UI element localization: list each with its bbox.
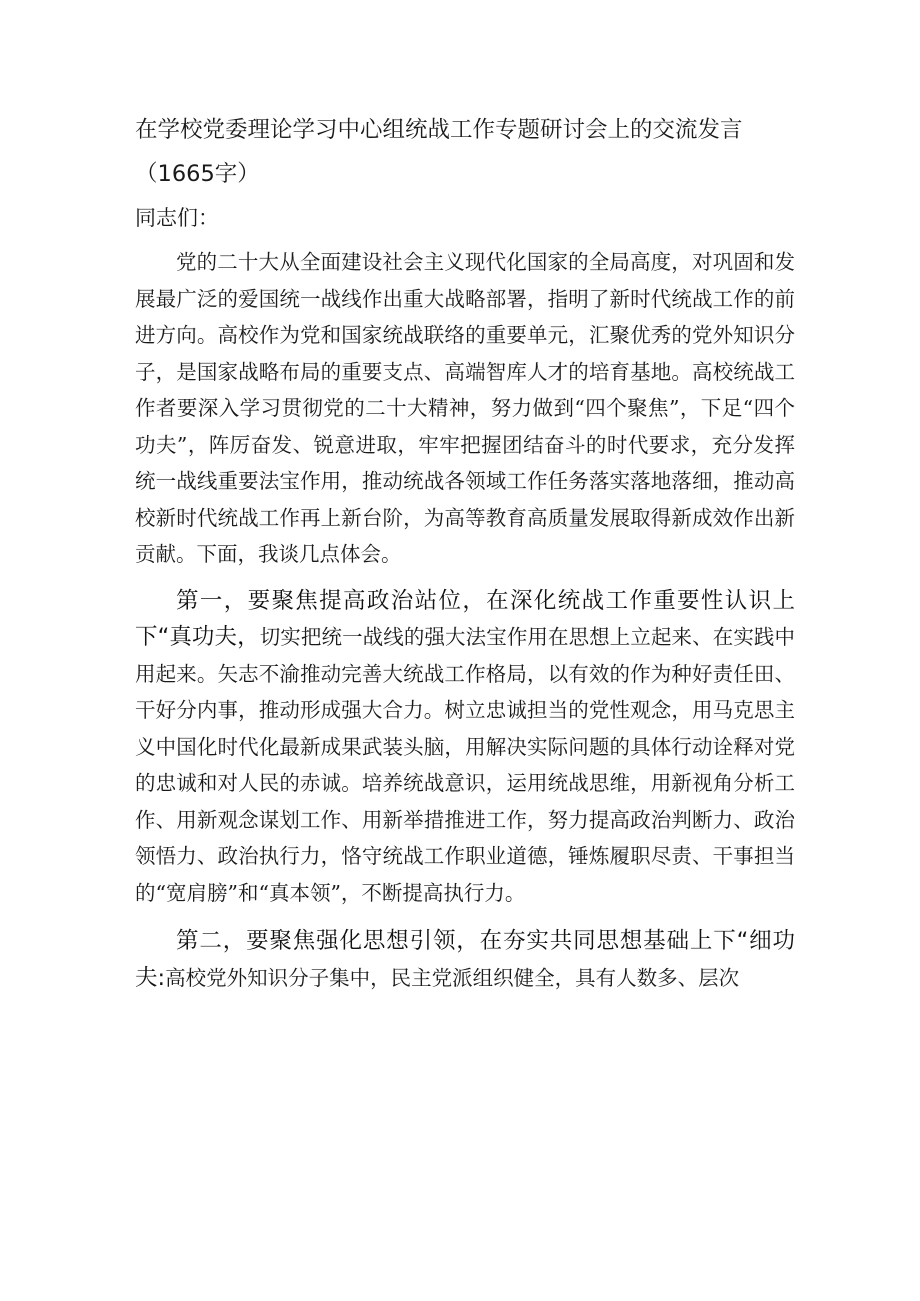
document-body <box>135 108 795 996</box>
salutation: 同志们： <box>135 206 219 230</box>
section-1-heading: 第一，要聚焦提高政治站位，在深化统战工作重要性认识上下“真功夫， <box>135 587 795 650</box>
document-title: 在学校党委理论学习中心组统战工作专题研讨会上的交流发言（1665字） <box>135 117 743 187</box>
section-1-paragraph <box>135 583 795 912</box>
section-2-paragraph <box>135 923 795 996</box>
intro-paragraph: 党的二十大从全面建设社会主义现代化国家的全局高度，对巩固和发展最广泛的爱国统一战线作出重大战略部署，指明了新时代统战工作的前进方向。高校作为党和国家统战联络的重要单元，汇聚优秀的党外知识分子，是国家战略布局的重要支点、高端智库人才的培育基地。高校统战工作者要深入学习贯彻党的二十大精神，努力做到“四个聚焦”，下足“四个功夫”，阵厉奋发、锐意进取，牢牢把握团结奋斗的时代要求，充分发挥统一战线重要法宝作用，推动统战各领域工作任务落实落地落细，推动高校新时代统战工作再上新台阶，为高等教育高质量发展取得新成效作出新贡献。下面，我谈几点体会。 <box>135 250 795 566</box>
section-2-body: 高校党外知识分子集中，民主党派组织健全，具有人数多、层次 <box>165 965 740 990</box>
section-1-body: 切实把统一战线的强大法宝作用在思想上立起来、在实践中用起来。矢志不渝推动完善大统战工作格局，以有效的作为种好责任田、干好分内事，推动形成强大合力。树立忠诚担当的党性观念，用马克思主义中国化时代化最新成果武装头脑，用解决实际问题的具体行动诠释对党的忠诚和对人民的赤诚。培养统战意识，运用统战思维，用新视角分析工作、用新观念谋划工作、用新举措推进工作，努力提高政治判断力、政治领悟力、政治执行力，恪守统战工作职业道德，锤炼履职尽责、干事担当的“宽肩膀”和“真本领”，不断提高执行力。 <box>135 625 795 905</box>
section-2-heading: 第二，要聚焦强化思想引领，在夯实共同思想基础上下“细功夫: <box>135 928 795 991</box>
